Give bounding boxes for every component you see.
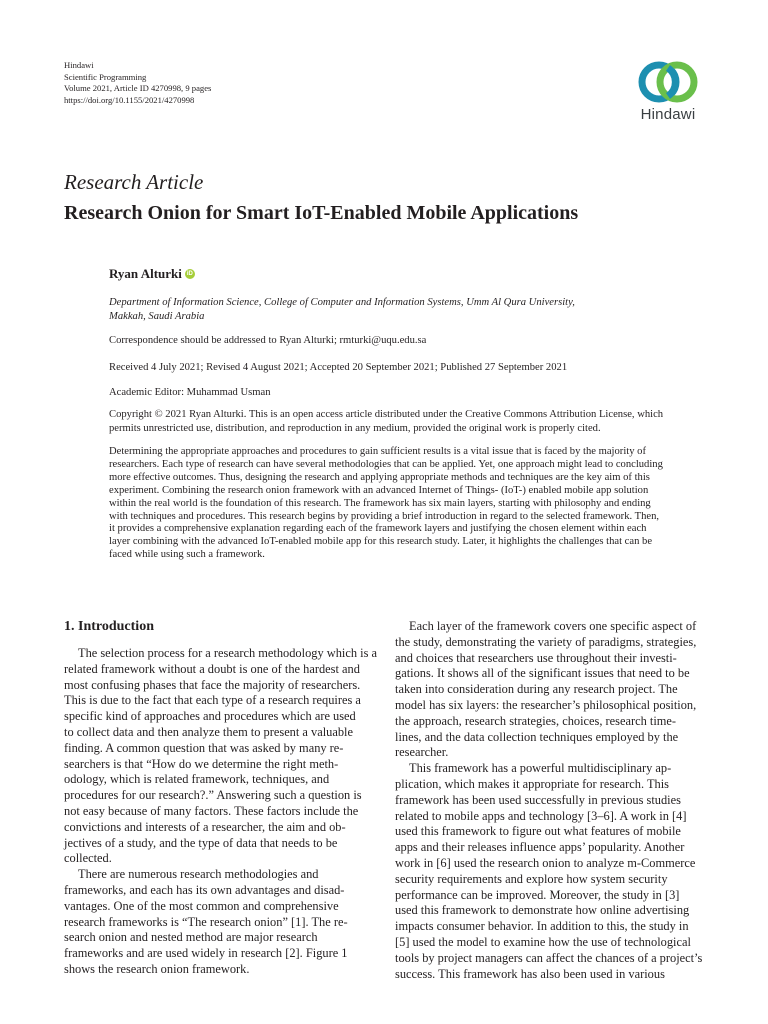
body-line: This framework has a powerful multidisciplinary ap- — [409, 761, 672, 776]
copyright-notice — [109, 408, 709, 436]
body-line: The selection process for a research methodology which is a — [78, 646, 377, 660]
body-line: research frameworks is “The research onion” [1]. The re- — [64, 914, 348, 929]
abstract — [109, 446, 709, 562]
body-line: apps and their releases influence apps’ popularity. Another — [395, 840, 685, 855]
abstract-line: it provides a comprehensive explanation regarding each of the framework layers and justifying the chosen element within each — [109, 523, 647, 535]
hindawi-logo — [628, 60, 708, 132]
body-line: the approach, research strategies, choices, research time- — [395, 713, 677, 728]
section-heading: 1. Introduction — [64, 619, 154, 634]
body-line: gations. It shows all of the significant issues that need to be — [395, 666, 690, 681]
volume-info: Volume 2021, Article ID 4270998, 9 pages — [64, 83, 212, 94]
hindawi-logo-icon — [637, 60, 699, 104]
body-line: related to mobile apps and technology [3–6]. A work in [4] — [395, 808, 687, 823]
body-line: Each layer of the framework covers one specific aspect of — [409, 619, 697, 633]
body-line: model has six layers: the researcher’s philosophical position, — [395, 697, 697, 712]
copyright-line: permits unrestricted use, distribution, and reproduction in any medium, provided the original work is properly cited. — [109, 423, 601, 434]
body-line: related framework without a doubt is one of the hardest and — [64, 661, 360, 676]
body-line: [5] used the model to examine how the use of technological — [395, 934, 691, 949]
body-line: convictions and interests of a researcher, the aim and ob- — [64, 819, 346, 834]
body-line: searchers is that “How do we determine the right meth- — [64, 756, 339, 771]
abstract-line: faced while using such a framework. — [109, 549, 265, 561]
body-column-right — [395, 619, 705, 982]
body-line: not easy because of many factors. These factors include the — [64, 803, 359, 818]
copyright-line: Copyright © 2021 Ryan Alturki. This is an open access article distributed under the Creative Commons Attribution License, which — [109, 409, 664, 420]
correspondence: Correspondence should be addressed to Ryan Alturki; rmturki@uqu.edu.sa — [109, 335, 427, 346]
body-column-left — [64, 646, 377, 978]
body-line: to collect data and then analyze them to present a valuable — [64, 724, 353, 739]
publisher-name: Hindawi — [64, 60, 94, 70]
abstract-line: researchers. Each type of research can have several methodologies that can be applied. Yet, one approach might lead to concluding — [109, 458, 663, 470]
body-line: procedures for our research?.” Answering such a question is — [64, 788, 362, 803]
orcid-icon[interactable]: iD — [186, 271, 193, 277]
abstract-line: Determining the appropriate approaches and procedures to gain sufficient results is a vital issue that is faced by the majority of — [109, 446, 646, 457]
body-line: the study, demonstrating the variety of paradigms, strategies, — [395, 634, 697, 649]
body-line: finding. A common question that was asked by many re- — [64, 740, 344, 755]
journal-metadata — [64, 60, 211, 106]
body-line: collected. — [64, 851, 112, 866]
body-line: work in [6] used the research onion to analyze m-Commerce — [395, 855, 696, 870]
body-line: researcher. — [395, 745, 449, 760]
article-title: Research Onion for Smart IoT-Enabled Mobile Applications — [64, 202, 579, 224]
body-line: tools by project managers can affect the chances of a project’s — [395, 950, 703, 965]
body-line: performance can be improved. Moreover, the study in [3] — [395, 887, 680, 902]
body-line: impacts consumer behavior. In addition to this, the study in — [395, 919, 689, 934]
publication-dates: Received 4 July 2021; Revised 4 August 2021; Accepted 20 September 2021; Published 27 September 2021 — [109, 362, 568, 373]
author — [109, 266, 195, 282]
body-line: security requirements and explore how system security — [395, 871, 668, 886]
body-line: lines, and the data collection techniques employed by the — [395, 729, 679, 744]
body-line: most confusing phases that face the majority of researchers. — [64, 677, 361, 692]
affiliation-line: Makkah, Saudi Arabia — [109, 311, 205, 322]
body-line: This is due to the fact that each type of a research requires a — [64, 693, 361, 708]
doi-link[interactable]: https://doi.org/10.1155/2021/4270998 — [64, 94, 195, 105]
body-line: used this framework to figure out what features of mobile — [395, 824, 681, 839]
academic-editor: Academic Editor: Muhammad Usman — [109, 387, 271, 398]
body-line: specific kind of approaches and procedures which are used — [64, 709, 356, 724]
affiliation-line: Department of Information Science, College of Computer and Information Systems, Umm Al Qura University, — [109, 297, 575, 308]
abstract-line: layer combining with the advanced IoT-enabled mobile app for this research study. Later, it highlights the challenges that can be — [109, 536, 653, 548]
body-line: success. This framework has also been used in various — [395, 966, 665, 981]
affiliation — [109, 296, 649, 324]
logo-text: Hindawi — [640, 106, 696, 123]
body-line: framework has been used successfully in previous studies — [395, 792, 681, 807]
body-line: plication, which makes it appropriate for research. This — [395, 776, 669, 791]
body-line: used this framework to demonstrate how online advertising — [395, 903, 690, 918]
abstract-line: within the real world is the foundation of this research. The framework has six main layers, starting with philosophy and ending — [109, 497, 651, 509]
abstract-line: more effective outcomes. Thus, designing the research and applying appropriate methods and techniques are the key aim of this — [109, 471, 650, 483]
abstract-line: experiment. Combining the research onion framework with an advanced Internet of Things- (IoT-) enabled mobile app solution — [109, 484, 649, 496]
journal-name: Scientific Programming — [64, 71, 147, 82]
body-line: There are numerous research methodologies and — [78, 867, 319, 882]
body-line: jectives of a study, and the type of data that needs to be — [64, 835, 338, 850]
body-line: odology, which is related framework, techniques, and — [64, 772, 330, 787]
body-line: shows the research onion framework. — [64, 961, 250, 976]
article-type: Research Article — [64, 170, 204, 194]
body-line: taken into consideration during any research project. The — [395, 682, 678, 697]
body-line: search onion and nested method are major research — [64, 930, 318, 945]
author-name[interactable]: Ryan Alturki — [109, 266, 182, 281]
body-line: vantages. One of the most common and comprehensive — [64, 898, 339, 913]
body-line: frameworks, and each has its own advantages and disad- — [64, 882, 345, 897]
body-line: frameworks and are used widely in research [2]. Figure 1 — [64, 946, 348, 961]
body-line: and choices that researchers use throughout their investi- — [395, 650, 677, 665]
abstract-line: with techniques and procedures. This research begins by providing a brief introduction in regard to the selected framework. Then, — [109, 510, 660, 522]
